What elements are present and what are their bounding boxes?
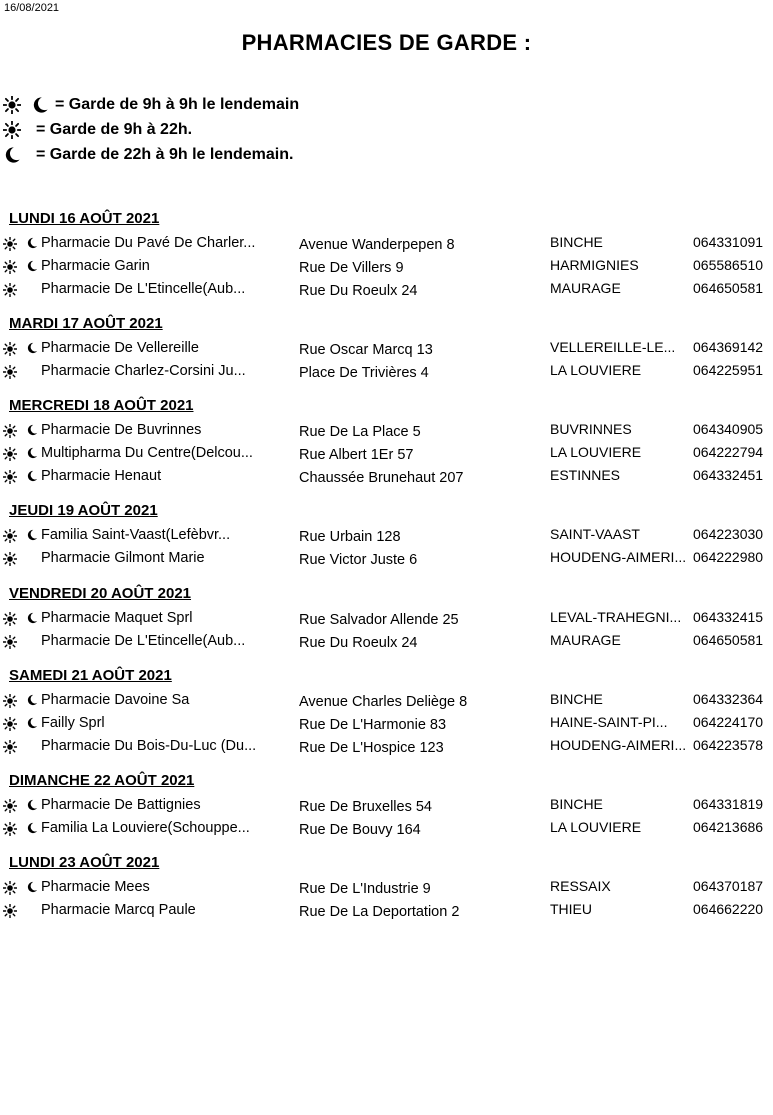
pharmacy-row [0, 817, 773, 840]
pharmacy-address: Rue Victor Juste 6 [299, 552, 418, 568]
pharmacy-address: Rue De L'Harmonie 83 [299, 717, 447, 733]
sun-icon [3, 694, 16, 707]
pharmacy-phone: 064331819 [693, 796, 764, 812]
pharmacy-phone: 064222794 [693, 444, 764, 460]
pharmacy-city: HAINE-SAINT-PI... [550, 714, 668, 730]
pharmacy-address: Rue De La Deportation 2 [299, 904, 460, 920]
moon-icon [26, 694, 37, 707]
sun-icon [3, 529, 16, 542]
day-heading: VENDREDI 20 AOÛT 2021 [9, 585, 192, 602]
sun-icon [3, 799, 16, 812]
pharmacy-row [0, 255, 773, 278]
pharmacy-city: THIEU [550, 901, 592, 917]
moon-icon [31, 96, 49, 114]
pharmacy-name: Pharmacie Du Bois-Du-Luc (Du... [41, 738, 257, 754]
pharmacy-row [0, 794, 773, 817]
pharmacy-row [0, 547, 773, 570]
sun-icon [3, 96, 21, 114]
day-heading: SAMEDI 21 AOÛT 2021 [9, 667, 172, 684]
legend-text: = Garde de 9h à 9h le lendemain [55, 95, 300, 113]
pharmacy-city: HOUDENG-AIMERI... [550, 737, 687, 753]
sun-icon [3, 365, 16, 378]
pharmacy-name: Pharmacie De L'Etincelle(Aub... [41, 633, 246, 649]
document-date: 16/08/2021 [4, 2, 60, 14]
pharmacy-name: Pharmacie Henaut [41, 468, 162, 484]
pharmacy-city: MAURAGE [550, 280, 621, 296]
moon-icon [26, 529, 37, 542]
pharmacy-address: Rue Oscar Marcq 13 [299, 342, 433, 358]
pharmacy-city: LA LOUVIERE [550, 362, 642, 378]
pharmacy-row [0, 899, 773, 922]
sun-icon [3, 121, 21, 139]
pharmacy-city: SAINT-VAAST [550, 526, 640, 542]
pharmacy-address: Rue Du Roeulx 24 [299, 635, 418, 651]
pharmacy-name: Pharmacie Gilmont Marie [41, 550, 205, 566]
pharmacy-address: Avenue Charles Deliège 8 [299, 694, 468, 710]
sun-icon [3, 717, 16, 730]
pharmacy-city: LA LOUVIERE [550, 444, 642, 460]
sun-icon [3, 635, 16, 648]
pharmacy-row [0, 689, 773, 712]
pharmacy-name: Pharmacie De L'Etincelle(Aub... [41, 281, 246, 297]
pharmacy-name: Pharmacie Maquet Sprl [41, 610, 193, 626]
pharmacy-address: Chaussée Brunehaut 207 [299, 470, 464, 486]
pharmacy-city: HOUDENG-AIMERI... [550, 549, 687, 565]
day-heading: LUNDI 16 AOÛT 2021 [9, 210, 160, 227]
pharmacy-name: Familia Saint-Vaast(Lefèbvr... [41, 527, 231, 543]
pharmacy-address: Rue Salvador Allende 25 [299, 612, 459, 628]
pharmacy-name: Pharmacie De Buvrinnes [41, 422, 202, 438]
pharmacy-address: Rue Urbain 128 [299, 529, 401, 545]
pharmacy-row [0, 876, 773, 899]
pharmacy-name: Pharmacie De Vellereille [41, 340, 199, 356]
pharmacy-phone: 064225951 [693, 362, 764, 378]
day-section [0, 313, 773, 383]
pharmacy-phone: 064223030 [693, 526, 764, 542]
pharmacy-name: Multipharma Du Centre(Delcou... [41, 445, 253, 461]
pharmacy-name: Pharmacie Charlez-Corsini Ju... [41, 363, 246, 379]
pharmacy-address: Avenue Wanderpepen 8 [299, 237, 455, 253]
moon-icon [26, 717, 37, 730]
pharmacy-phone: 064332451 [693, 467, 764, 483]
pharmacy-address: Rue Albert 1Er 57 [299, 447, 414, 463]
pharmacy-address: Place De Trivières 4 [299, 365, 429, 381]
pharmacy-name: Pharmacie Du Pavé De Charler... [41, 235, 256, 251]
moon-icon [26, 612, 37, 625]
pharmacy-phone: 064332415 [693, 609, 764, 625]
pharmacy-row [0, 524, 773, 547]
day-heading: MERCREDI 18 AOÛT 2021 [9, 397, 194, 414]
legend [3, 92, 299, 167]
day-section [0, 665, 773, 758]
pharmacy-city: ESTINNES [550, 467, 621, 483]
pharmacy-phone: 064650581 [693, 632, 764, 648]
legend-row-day [3, 117, 299, 142]
page-title: PHARMACIES DE GARDE : [241, 30, 532, 55]
pharmacy-city: VELLEREILLE-LE... [550, 339, 676, 355]
sun-icon [3, 342, 16, 355]
day-heading: JEUDI 19 AOÛT 2021 [9, 502, 158, 519]
sun-icon [3, 470, 16, 483]
pharmacy-phone: 064369142 [693, 339, 764, 355]
sun-icon [3, 904, 16, 917]
day-section [0, 395, 773, 488]
pharmacy-phone: 064222980 [693, 549, 764, 565]
sun-icon [3, 283, 16, 296]
pharmacy-city: BUVRINNES [550, 421, 632, 437]
pharmacy-address: Rue De Bruxelles 54 [299, 799, 432, 815]
sun-icon [3, 822, 16, 835]
sun-icon [3, 552, 16, 565]
pharmacy-row [0, 735, 773, 758]
pharmacy-address: Rue Du Roeulx 24 [299, 283, 418, 299]
pharmacy-name: Pharmacie Mees [41, 879, 150, 895]
pharmacy-phone: 064332364 [693, 691, 764, 707]
pharmacy-city: BINCHE [550, 691, 603, 707]
pharmacy-address: Rue De L'Industrie 9 [299, 881, 431, 897]
pharmacy-row [0, 607, 773, 630]
moon-icon [26, 237, 37, 250]
day-section [0, 500, 773, 570]
pharmacy-row [0, 360, 773, 383]
pharmacy-city: LA LOUVIERE [550, 819, 642, 835]
pharmacy-row [0, 278, 773, 301]
pharmacy-row [0, 232, 773, 255]
day-heading: DIMANCHE 22 AOÛT 2021 [9, 772, 195, 789]
pharmacy-phone: 064650581 [693, 280, 764, 296]
pharmacy-city: MAURAGE [550, 632, 621, 648]
pharmacy-phone: 064223578 [693, 737, 764, 753]
pharmacy-address: Rue De L'Hospice 123 [299, 740, 444, 756]
pharmacy-name: Pharmacie De Battignies [41, 797, 201, 813]
pharmacy-address: Rue De La Place 5 [299, 424, 421, 440]
legend-text: = Garde de 22h à 9h le lendemain. [36, 145, 294, 163]
day-section [0, 583, 773, 653]
pharmacy-phone: 064340905 [693, 421, 764, 437]
pharmacy-row [0, 712, 773, 735]
moon-icon [26, 424, 37, 437]
pharmacy-row [0, 337, 773, 360]
pharmacy-address: Rue De Villers 9 [299, 260, 404, 276]
pharmacy-phone: 064331091 [693, 234, 764, 250]
sun-icon [3, 740, 16, 753]
moon-icon [26, 799, 37, 812]
pharmacy-name: Pharmacie Marcq Paule [41, 902, 196, 918]
pharmacy-phone: 064213686 [693, 819, 764, 835]
day-heading: LUNDI 23 AOÛT 2021 [9, 854, 160, 871]
pharmacy-row [0, 442, 773, 465]
legend-text: = Garde de 9h à 22h. [36, 120, 193, 138]
pharmacy-address: Rue De Bouvy 164 [299, 822, 421, 838]
pharmacy-city: HARMIGNIES [550, 257, 639, 273]
sun-icon [3, 424, 16, 437]
pharmacy-name: Failly Sprl [41, 715, 105, 731]
legend-row-day-night [3, 92, 299, 117]
day-section [0, 208, 773, 301]
pharmacy-city: BINCHE [550, 234, 603, 250]
moon-icon [26, 470, 37, 483]
moon-icon [3, 146, 21, 164]
sun-icon [3, 612, 16, 625]
sun-icon [3, 447, 16, 460]
day-section [0, 852, 773, 922]
pharmacy-name: Pharmacie Garin [41, 258, 150, 274]
sun-icon [3, 260, 16, 273]
moon-icon [26, 822, 37, 835]
pharmacy-row [0, 419, 773, 442]
pharmacy-city: LEVAL-TRAHEGNI... [550, 609, 682, 625]
pharmacy-phone: 065586510 [693, 257, 764, 273]
sun-icon [3, 881, 16, 894]
moon-icon [26, 260, 37, 273]
legend-row-night [3, 142, 299, 167]
moon-icon [26, 342, 37, 355]
pharmacy-phone: 064224170 [693, 714, 764, 730]
day-section [0, 770, 773, 840]
pharmacy-city: RESSAIX [550, 878, 611, 894]
pharmacy-city: BINCHE [550, 796, 603, 812]
day-heading: MARDI 17 AOÛT 2021 [9, 315, 163, 332]
moon-icon [26, 447, 37, 460]
sun-icon [3, 237, 16, 250]
pharmacy-phone: 064662220 [693, 901, 764, 917]
moon-icon [26, 881, 37, 894]
pharmacy-name: Pharmacie Davoine Sa [41, 692, 190, 708]
pharmacy-row [0, 465, 773, 488]
pharmacy-name: Familia La Louviere(Schouppe... [41, 820, 250, 836]
pharmacy-phone: 064370187 [693, 878, 764, 894]
pharmacy-row [0, 630, 773, 653]
